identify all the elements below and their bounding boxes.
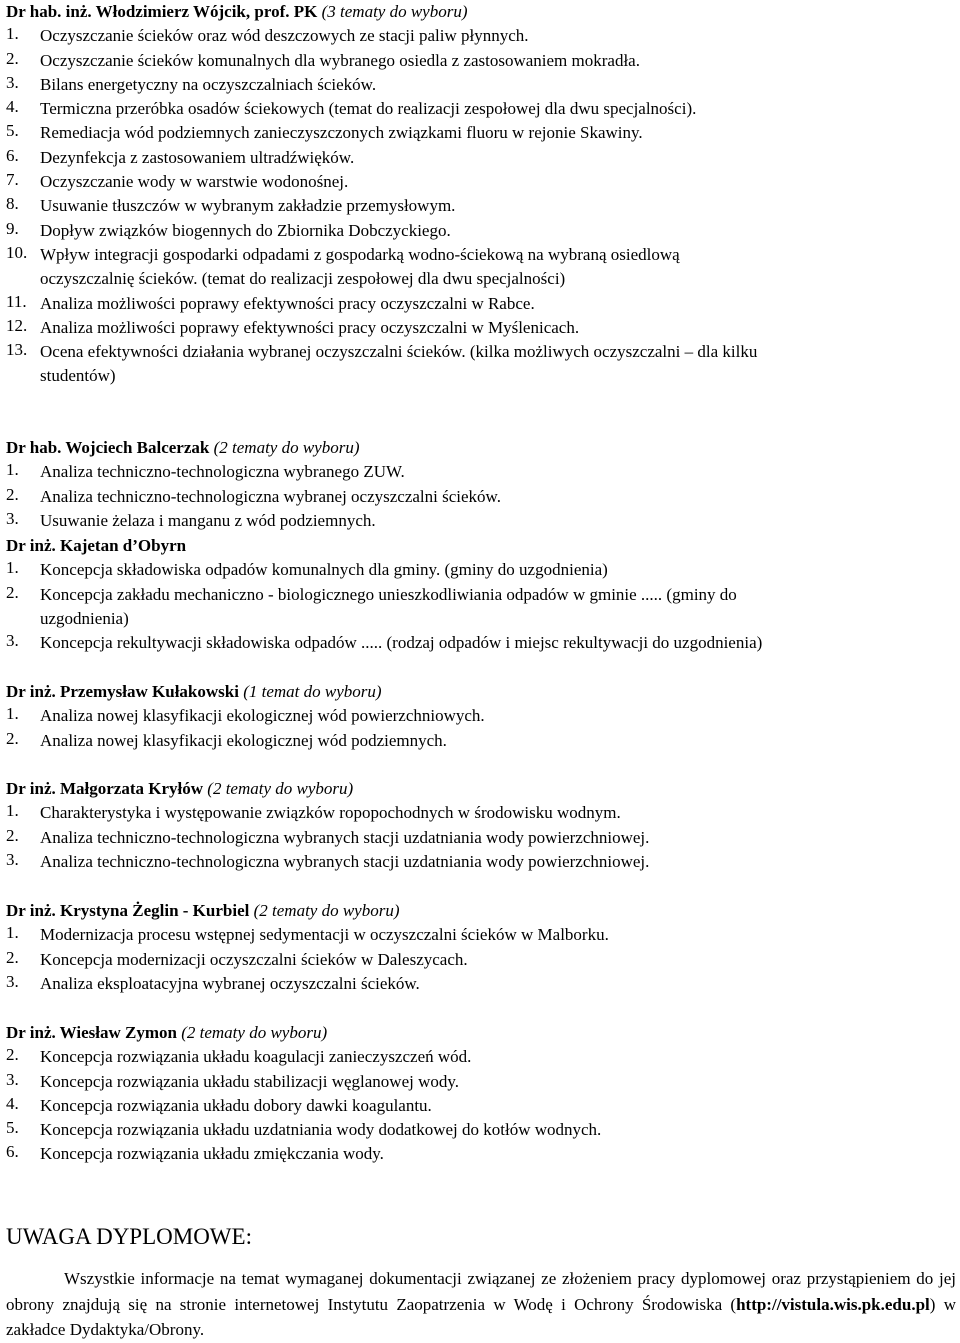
topic-text: Koncepcja rozwiązania układu dobory dawki koagulantu. <box>40 1095 432 1115</box>
topic-number: 1. <box>6 460 19 480</box>
topic-number: 13. <box>6 340 28 360</box>
supervisor-name: Dr hab. inż. Włodzimierz Wójcik, prof. PK <box>6 2 318 21</box>
topic-item <box>6 485 956 509</box>
topic-text: Analiza techniczno-technologiczna wybranej oczyszczalni ścieków. <box>40 486 501 506</box>
topic-item <box>6 340 956 389</box>
topic-item <box>6 316 956 340</box>
topic-number: 1. <box>6 801 19 821</box>
topic-text-continued: studentów) <box>40 366 116 386</box>
topic-text: Analiza nowej klasyfikacji ekologicznej wód powierzchniowych. <box>40 706 485 726</box>
topic-number: 6. <box>6 1142 19 1162</box>
topic-item <box>6 704 956 728</box>
topic-number: 8. <box>6 194 19 214</box>
topic-number: 3. <box>6 849 19 869</box>
topic-text: Ocena efektywności działania wybranej oczyszczalni ścieków. (kilka możliwych oczyszczalni – dla kilku <box>40 342 758 362</box>
topic-count-note: (2 tematy do wyboru) <box>209 438 360 457</box>
topic-number: 2. <box>6 484 19 504</box>
topic-text: Dopływ związków biogennych do Zbiornika Dobczyckiego. <box>40 220 451 240</box>
topic-number: 7. <box>6 170 19 190</box>
supervisor-heading <box>6 534 956 558</box>
topic-item <box>6 1118 956 1142</box>
supervisor-section <box>6 534 956 655</box>
supervisor-section <box>6 436 956 533</box>
topic-count-note: (1 temat do wyboru) <box>238 682 382 701</box>
topic-text: Bilans energetyczny na oczyszczalniach ścieków. <box>40 74 377 94</box>
supervisor-heading <box>6 899 956 923</box>
topic-item <box>6 801 956 825</box>
topic-number: 2. <box>6 825 19 845</box>
topic-item <box>6 219 956 243</box>
topic-number: 10. <box>6 242 28 262</box>
topic-number: 9. <box>6 218 19 238</box>
topic-text: Analiza możliwości poprawy efektywności pracy oczyszczalni w Myślenicach. <box>40 317 580 337</box>
topic-text: Koncepcja rekultywacji składowiska odpadów ..... (rodzaj odpadów i miejsc rekultywacji do uzgodnienia) <box>40 633 763 653</box>
topic-text: Koncepcja rozwiązania układu stabilizacji węglanowej wody. <box>40 1071 460 1091</box>
topic-item <box>6 583 956 632</box>
topic-number: 3. <box>6 1069 19 1089</box>
notice-text: Wszystkie informacje na temat wymaganej dokumentacji związanej ze złożeniem pracy dyplomowej oraz przystąpieniem do jej obrony znajdują się na stronie internetowej Instytutu Zaopatrzenia w Wodę i Ochrony Środowiska ( <box>6 1269 956 1314</box>
topic-item <box>6 1045 956 1069</box>
supervisor-name: Dr inż. Kajetan d’Obyrn <box>6 536 187 555</box>
topic-number: 4. <box>6 1093 19 1113</box>
supervisor-section <box>6 777 956 874</box>
topic-number: 2. <box>6 48 19 68</box>
topic-item <box>6 97 956 121</box>
topic-number: 2. <box>6 1045 19 1065</box>
supervisor-heading <box>6 680 956 704</box>
topic-text: Wpływ integracji gospodarki odpadami z gospodarką wodno-ściekową na wybraną osiedlową <box>40 244 680 264</box>
supervisor-name: Dr inż. Krystyna Żeglin - Kurbiel <box>6 901 250 920</box>
topic-item <box>6 826 956 850</box>
topic-number: 12. <box>6 315 28 335</box>
supervisor-name: Dr hab. Wojciech Balcerzak <box>6 438 210 457</box>
topic-number: 3. <box>6 508 19 528</box>
topic-text: Analiza nowej klasyfikacji ekologicznej wód podziemnych. <box>40 730 447 750</box>
supervisor-heading <box>6 1021 956 1045</box>
topic-text: Oczyszczanie ścieków komunalnych dla wybranego osiedla z zastosowaniem mokradła. <box>40 50 640 70</box>
topic-item <box>6 243 956 292</box>
notice-paragraph <box>6 1266 956 1343</box>
supervisor-heading <box>6 777 956 801</box>
topic-text: Dezynfekcja z zastosowaniem ultradźwięków. <box>40 147 355 167</box>
topic-number: 4. <box>6 97 19 117</box>
topic-number: 11. <box>6 291 27 311</box>
topic-text: Koncepcja rozwiązania układu koagulacji zanieczyszczeń wód. <box>40 1047 472 1067</box>
topic-number: 2. <box>6 582 19 602</box>
topic-item <box>6 972 956 996</box>
topic-item <box>6 729 956 753</box>
supervisor-name: Dr inż. Przemysław Kułakowski <box>6 682 239 701</box>
topic-text: Charakterystyka i występowanie związków ropopochodnych w środowisku wodnym. <box>40 803 621 823</box>
topic-number: 1. <box>6 923 19 943</box>
topic-item <box>6 923 956 947</box>
topic-item <box>6 121 956 145</box>
topic-number: 2. <box>6 728 19 748</box>
topic-item <box>6 1070 956 1094</box>
topic-item <box>6 631 956 655</box>
topic-text: Oczyszczanie wody w warstwie wodonośnej. <box>40 172 349 192</box>
supervisor-section <box>6 0 956 389</box>
topic-number: 2. <box>6 947 19 967</box>
topic-text: Analiza możliwości poprawy efektywności pracy oczyszczalni w Rabce. <box>40 293 535 313</box>
topic-number: 1. <box>6 24 19 44</box>
topic-item <box>6 509 956 533</box>
supervisor-section <box>6 680 956 753</box>
topic-item <box>6 850 956 874</box>
topic-text: Remediacja wód podziemnych zanieczyszczonych związkami fluoru w rejonie Skawiny. <box>40 123 643 143</box>
topic-text: Oczyszczanie ścieków oraz wód deszczowych ze stacji paliw płynnych. <box>40 26 529 46</box>
topic-text: Analiza techniczno-technologiczna wybranych stacji uzdatniania wody powierzchniowej. <box>40 851 650 871</box>
topic-text-continued: oczyszczalnię ścieków. (temat do realizacji zespołowej dla dwu specjalności) <box>40 269 566 289</box>
topic-text: Koncepcja składowiska odpadów komunalnych dla gminy. (gminy do uzgodnienia) <box>40 560 608 580</box>
topic-number: 3. <box>6 72 19 92</box>
topic-text: Koncepcja zakładu mechaniczno - biologicznego unieszkodliwiania odpadów w gminie ..... (gminy do <box>40 584 737 604</box>
topic-item <box>6 24 956 48</box>
topic-text-continued: uzgodnienia) <box>40 608 129 628</box>
topic-item <box>6 170 956 194</box>
topic-count-note: (2 tematy do wyboru) <box>249 901 400 920</box>
topic-text: Koncepcja rozwiązania układu zmiękczania wody. <box>40 1144 384 1164</box>
topic-item <box>6 73 956 97</box>
topic-item <box>6 49 956 73</box>
topic-item <box>6 460 956 484</box>
topic-item <box>6 146 956 170</box>
topic-text: Analiza techniczno-technologiczna wybranych stacji uzdatniania wody powierzchniowej. <box>40 827 650 847</box>
topic-text: Analiza techniczno-technologiczna wybranego ZUW. <box>40 462 405 482</box>
topic-number: 3. <box>6 631 19 651</box>
topic-number: 1. <box>6 704 19 724</box>
notice-title: UWAGA DYPLOMOWE: <box>6 1224 252 1249</box>
topic-item <box>6 558 956 582</box>
topic-text: Koncepcja rozwiązania układu uzdatniania wody dodatkowej do kotłów wodnych. <box>40 1120 602 1140</box>
topic-text: Termiczna przeróbka osadów ściekowych (temat do realizacji zespołowej dla dwu specjalności). <box>40 99 697 119</box>
topic-text: Usuwanie tłuszczów w wybranym zakładzie przemysłowym. <box>40 196 456 216</box>
topic-text: Modernizacja procesu wstępnej sedymentacji w oczyszczalni ścieków w Malborku. <box>40 925 609 945</box>
topic-number: 6. <box>6 145 19 165</box>
topic-text: Koncepcja modernizacji oczyszczalni ścieków w Daleszycach. <box>40 949 468 969</box>
notice-link[interactable]: http://vistula.wis.pk.edu.pl <box>736 1294 930 1314</box>
topic-count-note: (2 tematy do wyboru) <box>203 779 354 798</box>
topic-count-note: (3 tematy do wyboru) <box>317 2 468 21</box>
supervisor-section <box>6 899 956 996</box>
topic-item <box>6 292 956 316</box>
topic-text: Usuwanie żelaza i manganu z wód podziemnych. <box>40 510 376 530</box>
topic-item <box>6 194 956 218</box>
topic-item <box>6 1094 956 1118</box>
topic-number: 1. <box>6 558 19 578</box>
topic-item <box>6 1142 956 1166</box>
topic-number: 5. <box>6 121 19 141</box>
topic-item <box>6 948 956 972</box>
supervisor-name: Dr inż. Małgorzata Kryłów <box>6 779 204 798</box>
supervisor-heading <box>6 0 956 24</box>
supervisor-name: Dr inż. Wiesław Zymon <box>6 1023 177 1042</box>
topic-number: 3. <box>6 971 19 991</box>
supervisor-heading <box>6 436 956 460</box>
supervisor-section <box>6 1021 956 1167</box>
topic-text: Analiza eksploatacyjna wybranej oczyszczalni ścieków. <box>40 973 420 993</box>
notice-text-end: ) w zakładce Dydaktyka/Obrony. <box>6 1294 956 1339</box>
topic-count-note: (2 tematy do wyboru) <box>176 1023 328 1042</box>
topic-number: 5. <box>6 1118 19 1138</box>
